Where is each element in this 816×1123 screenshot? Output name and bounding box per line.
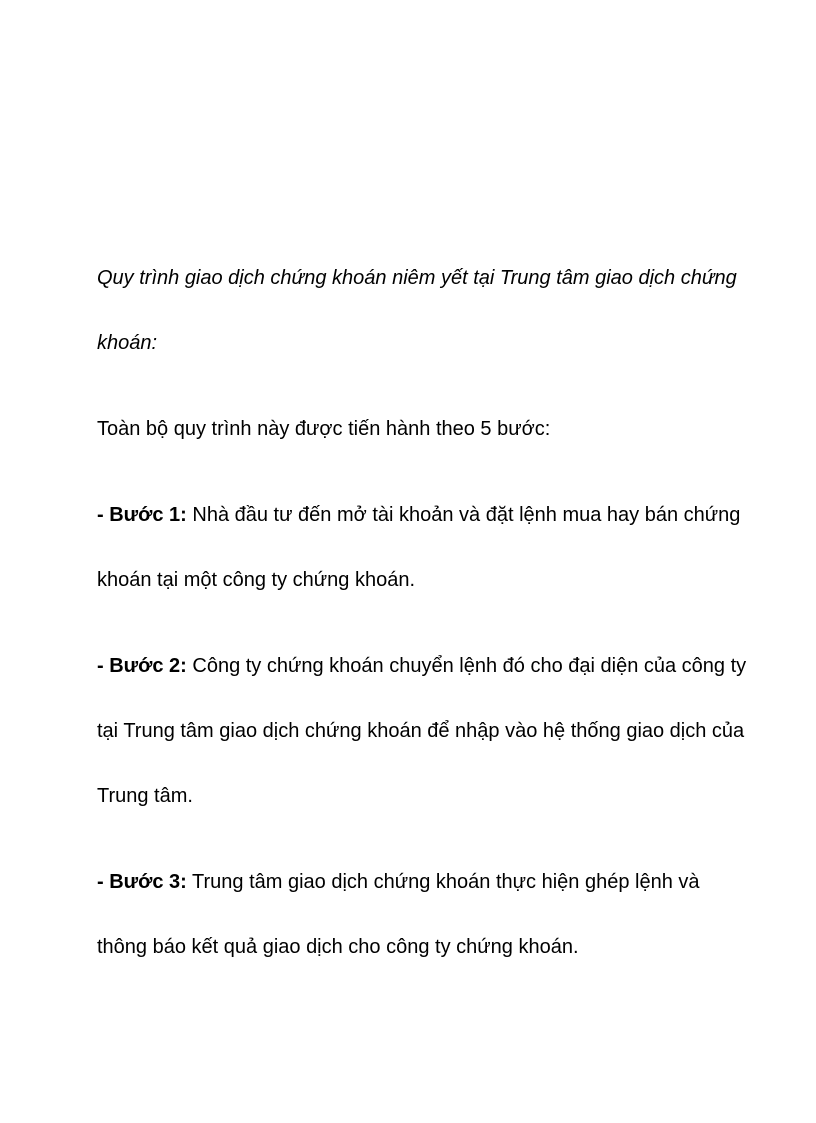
- step-1-paragraph: [97, 483, 747, 613]
- document-body: [97, 246, 747, 1001]
- step-3-paragraph: [97, 850, 747, 980]
- step-2-label: - Bước 2:: [97, 655, 187, 677]
- intro-paragraph: Toàn bộ quy trình này được tiến hành theo 5 bước:: [97, 418, 551, 440]
- step-3-text: Trung tâm giao dịch chứng khoán thực hiện ghép lệnh và thông báo kết quả giao dịch cho công ty chứng khoán.: [97, 871, 700, 958]
- step-1-label: - Bước 1:: [97, 504, 187, 526]
- step-2-paragraph: [97, 634, 747, 829]
- step-3-label: - Bước 3:: [97, 871, 187, 893]
- step-1-text: Nhà đầu tư đến mở tài khoản và đặt lệnh mua hay bán chứng khoán tại một công ty chứng khoán.: [97, 504, 741, 591]
- document-heading: Quy trình giao dịch chứng khoán niêm yết tại Trung tâm giao dịch chứng khoán:: [97, 267, 737, 354]
- step-2-text: Công ty chứng khoán chuyển lệnh đó cho đại diện của công ty tại Trung tâm giao dịch chứng khoán để nhập vào hệ thống giao dịch của Trung tâm.: [97, 655, 747, 807]
